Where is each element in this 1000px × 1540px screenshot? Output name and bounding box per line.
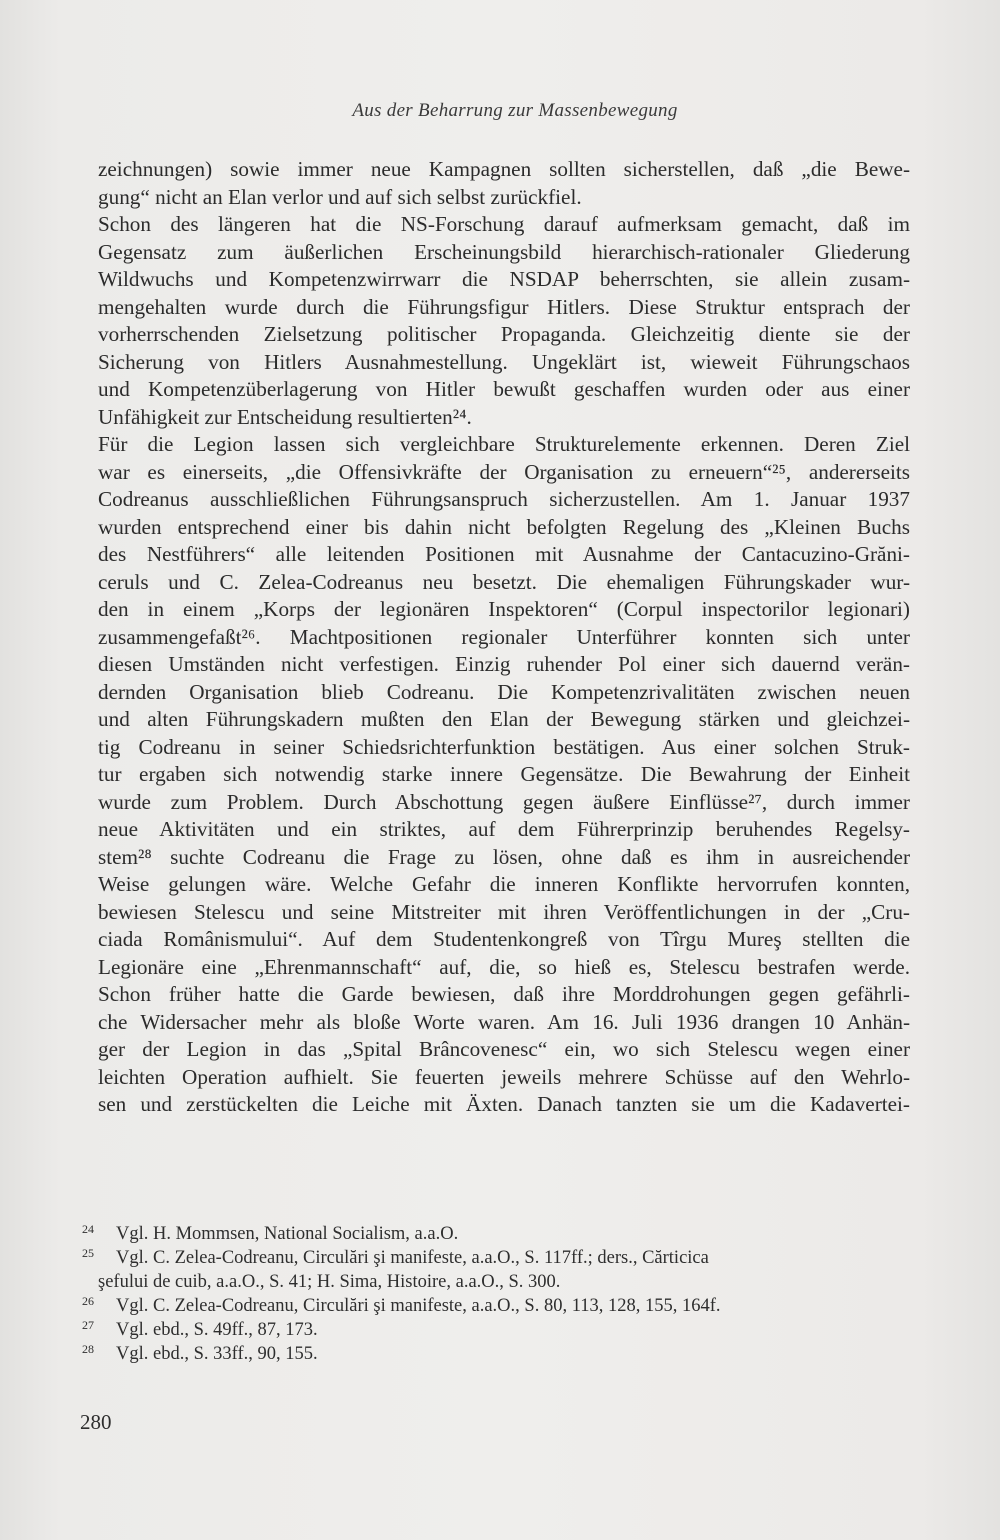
- text-line: Schon früher hatte die Garde bewiesen, daß ihre Morddrohungen gegen gefährli-: [98, 982, 910, 1006]
- text-line: Wildwuchs und Kompetenzwirrwarr die NSDAP beherrschten, sie allein zusam-: [98, 267, 910, 291]
- footnote: [82, 1222, 908, 1246]
- text-line: zusammengefaßt²⁶. Machtpositionen regionaler Unterführer konnten sich unter: [98, 624, 910, 649]
- footnote-number: 28: [82, 1342, 94, 1356]
- text-line: gung“ nicht an Elan verlor und auf sich selbst zurückfiel.: [98, 184, 582, 209]
- footnote-number: 27: [82, 1318, 94, 1332]
- text-line: des Nestführers“ alle leitenden Positionen mit Ausnahme der Cantacuzino-Grăni-: [98, 542, 910, 566]
- text-line: che Widersacher mehr als bloße Worte waren. Am 16. Juli 1936 drangen 10 Anhän-: [98, 1009, 910, 1034]
- text-line: diesen Umständen nicht verfestigen. Einzig ruhender Pol einer sich dauernd verän-: [98, 652, 910, 676]
- footnotes: [82, 1222, 908, 1366]
- body-text: [98, 156, 910, 1119]
- footnote-number: 24: [82, 1222, 94, 1236]
- text-line: mengehalten wurde durch die Führungsfigur Hitlers. Diese Struktur entsprach der: [98, 294, 910, 319]
- text-line: Schon des längeren hat die NS-Forschung darauf aufmerksam gemacht, daß im: [98, 212, 910, 236]
- text-line: Codreanus ausschließlichen Führungsanspruch sicherzustellen. Am 1. Januar 1937: [98, 487, 910, 511]
- text-line: zeichnungen) sowie immer neue Kampagnen sollten sicherstellen, daß „die Bewe-: [98, 157, 910, 181]
- text-line: vorherrschenden Zielsetzung politischer Propaganda. Gleichzeitig diente sie der: [98, 322, 910, 346]
- text-line: Weise gelungen wäre. Welche Gefahr die inneren Konflikte hervorrufen konnten,: [98, 872, 910, 896]
- footnote-text: Vgl. ebd., S. 33ff., 90, 155.: [116, 1344, 318, 1364]
- footnote-number: 25: [82, 1246, 94, 1260]
- footnote-text: Vgl. H. Mommsen, National Socialism, a.a.O.: [116, 1224, 459, 1244]
- text-line: ciada Românismului“. Auf dem Studentenkongreß von Tîrgu Mureş stellten die: [98, 927, 910, 951]
- text-line: neue Aktivitäten und ein striktes, auf dem Führerprinzip beruhendes Regelsy-: [98, 817, 910, 841]
- footnote-text: Vgl. C. Zelea-Codreanu, Circulări şi manifeste, a.a.O., S. 117ff.; ders., Cărticica: [116, 1248, 709, 1268]
- text-line: Für die Legion lassen sich vergleichbare Strukturelemente erkennen. Deren Ziel: [98, 432, 910, 456]
- footnote-text: Vgl. ebd., S. 49ff., 87, 173.: [116, 1320, 318, 1340]
- text-line: den in einem „Korps der legionären Inspektoren“ (Corpul inspectorilor legionari): [98, 597, 910, 621]
- text-line: Sicherung von Hitlers Ausnahmestellung. Ungeklärt ist, wieweit Führungschaos: [98, 349, 910, 374]
- text-line: dernden Organisation blieb Codreanu. Die Kompetenzrivalitäten zwischen neuen: [98, 679, 910, 704]
- text-line: Legionäre eine „Ehrenmannschaft“ auf, die, so hieß es, Stelescu bestrafen werde.: [98, 954, 910, 979]
- footnote: [82, 1270, 908, 1294]
- page-number: 280: [80, 1410, 112, 1434]
- text-line: bewiesen Stelescu und seine Mitstreiter mit ihren Veröffentlichungen in der „Cru-: [98, 899, 910, 924]
- text-line: ger der Legion in das „Spital Brâncovenesc“ ein, wo sich Stelescu wegen einer: [98, 1037, 910, 1061]
- running-header: [0, 100, 1000, 122]
- text-line: leichten Operation aufhielt. Sie feuerten jeweils mehrere Schüsse auf den Wehrlo-: [98, 1064, 910, 1089]
- footnote-text: şefului de cuib, a.a.O., S. 41; H. Sima, Histoire, a.a.O., S. 300.: [98, 1272, 561, 1292]
- text-line: tur ergaben sich notwendig starke innere Gegensätze. Die Bewahrung der Einheit: [98, 762, 910, 786]
- footnote: [82, 1294, 908, 1318]
- text-line: ceruls und C. Zelea-Codreanus neu besetzt. Die ehemaligen Führungskader wur-: [98, 569, 910, 594]
- footnote: [82, 1342, 908, 1366]
- running-title: Aus der Beharrung zur Massenbewegung: [352, 100, 678, 121]
- text-line: wurden entsprechend einer bis dahin nicht befolgten Regelung des „Kleinen Buchs: [98, 514, 910, 539]
- text-line: war es einerseits, „die Offensivkräfte der Organisation zu erneuern“²⁵, andererseits: [98, 459, 910, 484]
- text-line: und alten Führungskadern mußten den Elan der Bewegung stärken und gleichzei-: [98, 707, 910, 731]
- text-line: Gegensatz zum äußerlichen Erscheinungsbild hierarchisch-rationaler Gliederung: [98, 239, 910, 264]
- text-line: wurde zum Problem. Durch Abschottung gegen äußere Einflüsse²⁷, durch immer: [98, 789, 910, 814]
- text-line: Unfähigkeit zur Entscheidung resultierten²⁴.: [98, 404, 472, 429]
- text-line: tig Codreanu in seiner Schiedsrichterfunktion bestätigen. Aus einer solchen Struk-: [98, 734, 910, 759]
- text-line: sen und zerstückelten die Leiche mit Äxten. Danach tanzten sie um die Kadavertei-: [98, 1092, 910, 1116]
- footnote: [82, 1318, 908, 1342]
- text-line: und Kompetenzüberlagerung von Hitler bewußt geschaffen wurden oder aus einer: [98, 377, 910, 401]
- footnote: [82, 1246, 908, 1270]
- footnote-text: Vgl. C. Zelea-Codreanu, Circulări şi manifeste, a.a.O., S. 80, 113, 128, 155, 164f.: [116, 1296, 721, 1316]
- text-line: stem²⁸ suchte Codreanu die Frage zu lösen, ohne daß es ihm in ausreichender: [98, 844, 910, 869]
- footnote-number: 26: [82, 1294, 94, 1308]
